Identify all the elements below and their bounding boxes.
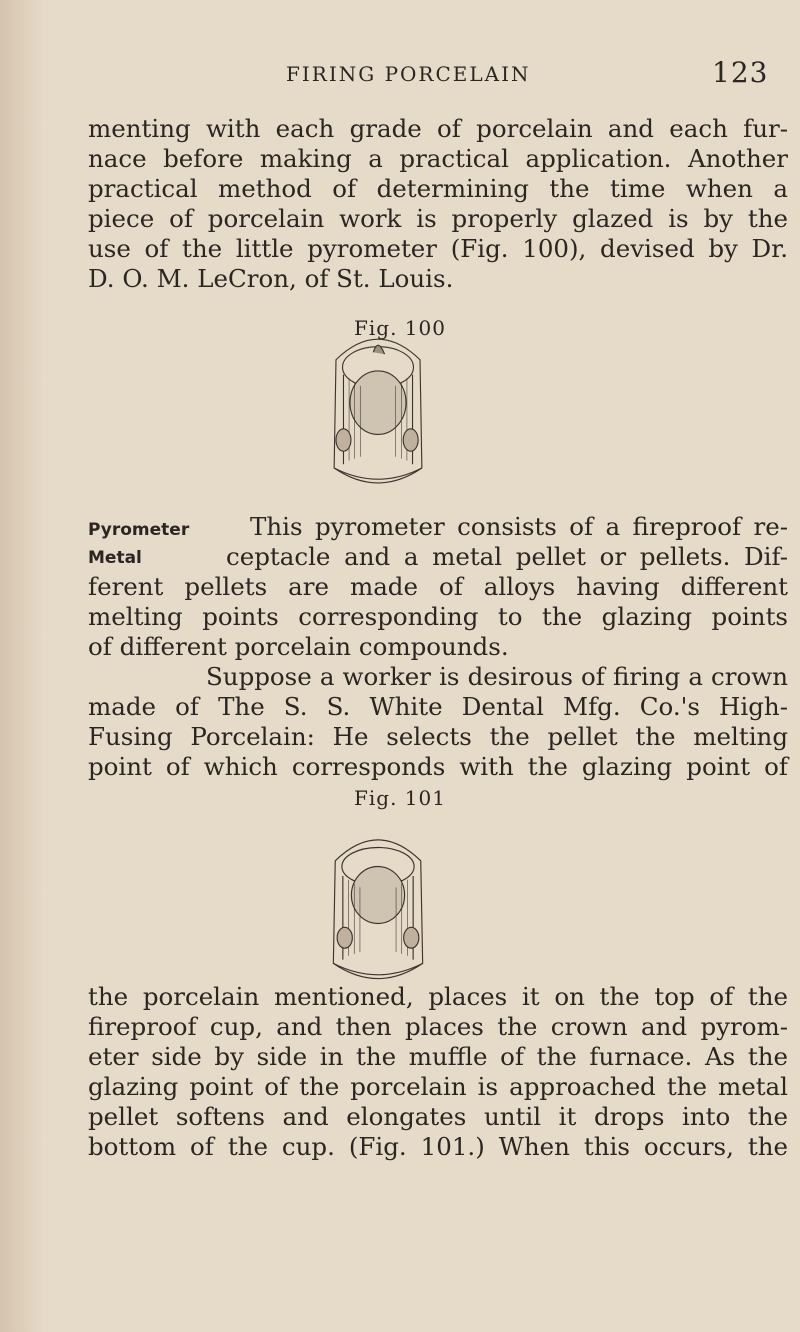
text-line: Fusing Porcelain: He selects the pellet the melting [88, 722, 788, 751]
text-line: This pyrometer consists of a fireproof re- [250, 512, 788, 541]
text-line: menting with each grade of porcelain and each fur- [88, 114, 788, 143]
text-line: ceptacle and a metal pellet or pellets. Dif- [226, 542, 788, 571]
paragraph-4 [88, 982, 788, 1162]
text-line: point of which corresponds with the glazing point of [88, 752, 788, 781]
paragraph-2 [88, 512, 788, 662]
text-line: of different porcelain compounds. [88, 632, 509, 661]
paragraph-3 [88, 662, 788, 782]
side-note-line: Pyrometer [88, 520, 190, 540]
text-line: bottom of the cup. (Fig. 101.) When this occurs, the [88, 1132, 788, 1161]
page-number: 123 [712, 56, 769, 89]
figure-100-pyrometer-illustration [313, 300, 443, 496]
paragraph-1 [88, 114, 788, 294]
text-line: made of The S. S. White Dental Mfg. Co.'s High- [88, 692, 788, 721]
text-line: nace before making a practical application. Another [88, 144, 788, 173]
text-line: piece of porcelain work is properly glazed is by the [88, 204, 788, 233]
figure-101-pyrometer-illustration [313, 800, 443, 990]
text-line: the porcelain mentioned, places it on the top of the [88, 982, 788, 1011]
side-note-line: Metal [88, 548, 142, 568]
text-line: Suppose a worker is desirous of firing a crown [206, 662, 788, 691]
page-edge [0, 0, 44, 1332]
figure-101-caption: Fig. 101 [354, 786, 446, 810]
text-line: eter side by side in the muffle of the furnace. As the [88, 1042, 788, 1071]
figure-100-caption: Fig. 100 [354, 316, 446, 340]
page-header [0, 56, 800, 92]
text-line: glazing point of the porcelain is approached the metal [88, 1072, 788, 1101]
text-line: practical method of determining the time when a [88, 174, 788, 203]
text-line: pellet softens and elongates until it drops into the [88, 1102, 788, 1131]
text-line: fireproof cup, and then places the crown and pyrom- [88, 1012, 788, 1041]
running-title: FIRING PORCELAIN [286, 62, 531, 86]
text-line: use of the little pyrometer (Fig. 100), devised by Dr. [88, 234, 788, 263]
text-line: ferent pellets are made of alloys having different [88, 572, 788, 601]
text-line: D. O. M. LeCron, of St. Louis. [88, 264, 454, 293]
text-line: melting points corresponding to the glazing points [88, 602, 788, 631]
